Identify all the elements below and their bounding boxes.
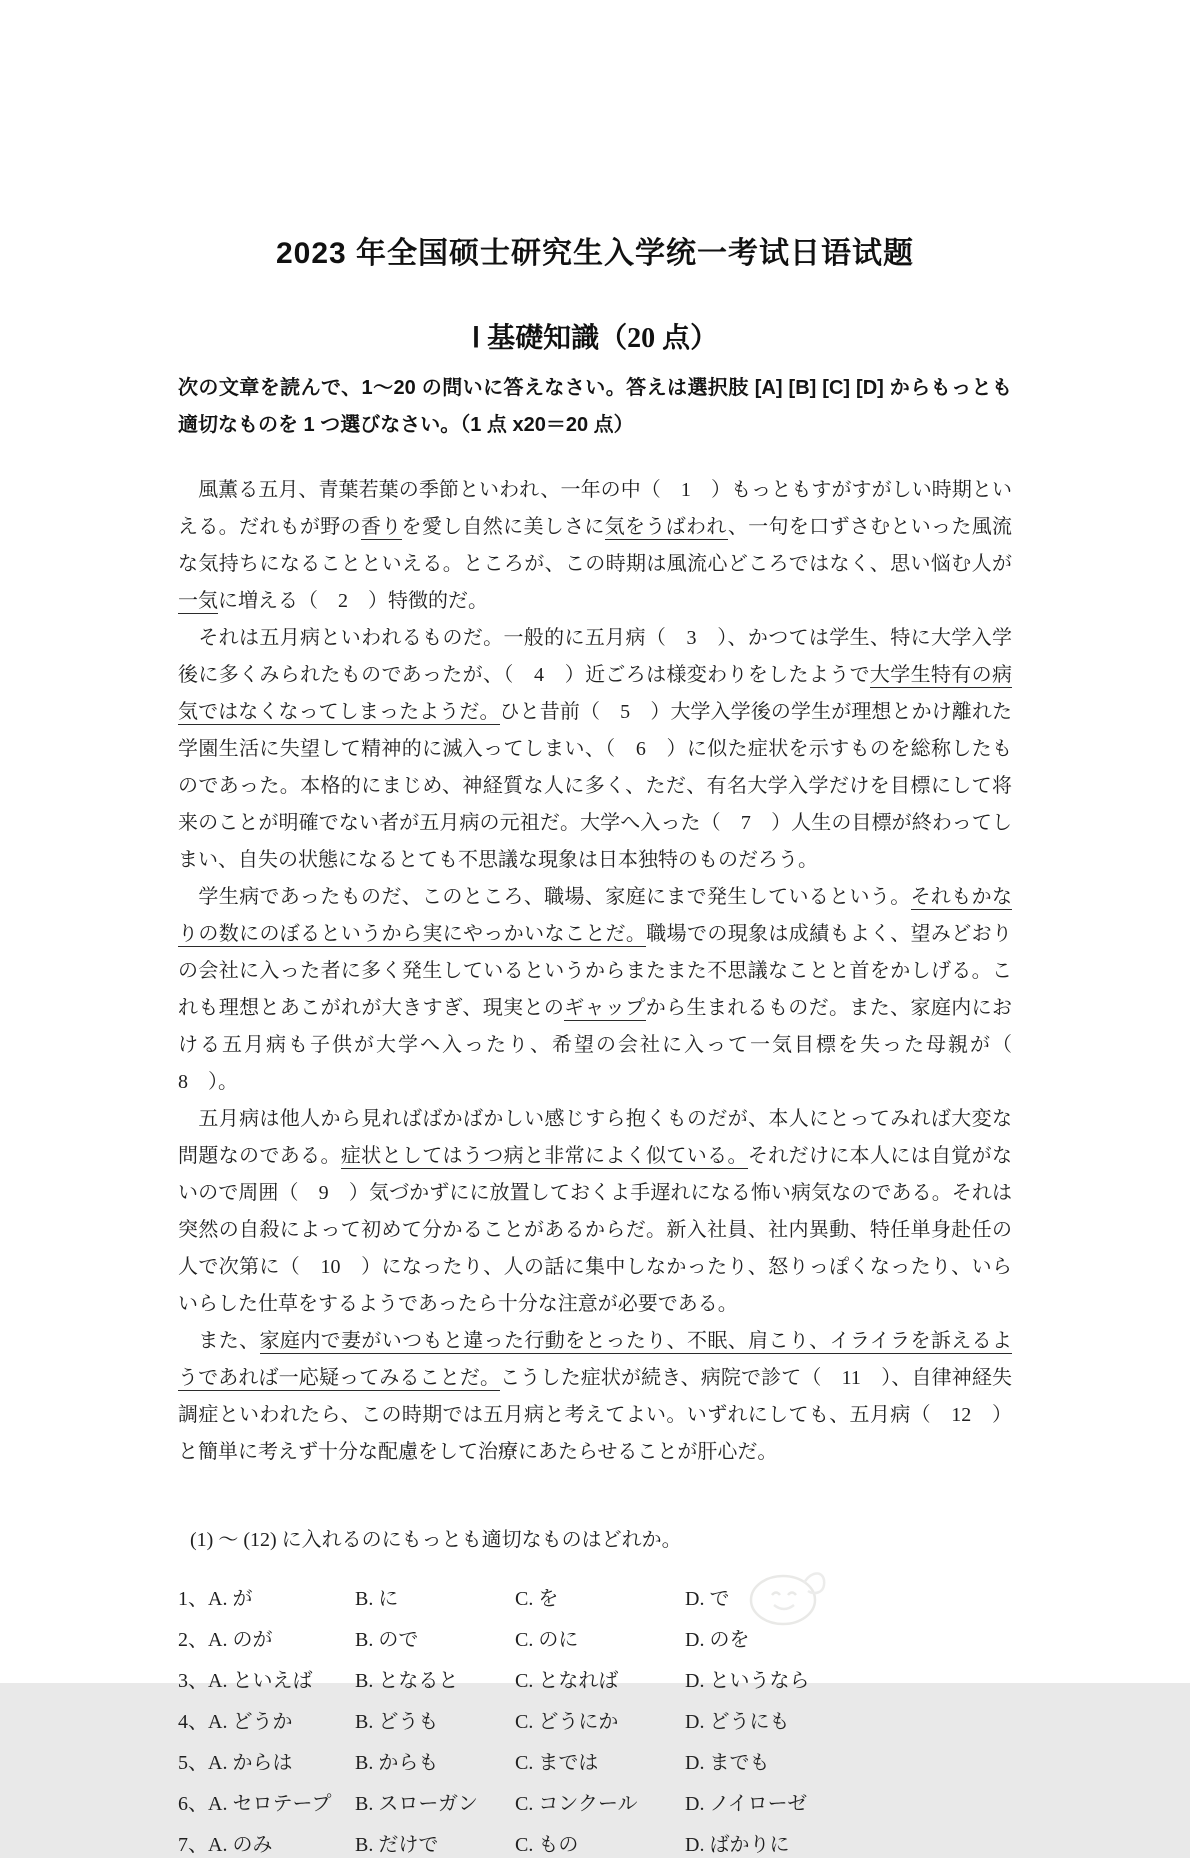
option-cell-a <box>178 1832 355 1858</box>
option-number: 2、 <box>178 1629 208 1651</box>
option-a: A. どうか <box>208 1711 293 1733</box>
option-number: 1、 <box>178 1588 208 1610</box>
option-d: D. ばかりに <box>685 1834 790 1856</box>
option-d: D. のを <box>685 1629 750 1651</box>
option-b: B. どうも <box>355 1711 439 1733</box>
option-d: D. ノイローゼ <box>685 1793 808 1815</box>
option-number: 7、 <box>178 1834 208 1856</box>
option-a: A. のが <box>208 1629 273 1651</box>
passage <box>178 472 1032 1471</box>
passage-paragraph-4: 五月病は他人から見ればばかばかしい感じすら抱くものだが、本人にとってみれば大変な問題なのである。症状としてはうつ病と非常によく似ている。それだけに本人には自覚がないので周囲（ 9 ）気づかずにに放置しておくよ手遅れになる怖い病気なのである。それは突然の自殺によって初めて分かることがあるからだ。新入社員、社内異動、特任単身赴任の人で次第に（ 10 ）になったり、人の話に集中しなかったり、怒りっぽくなったり、いらいらした仕草をするようであったら十分な注意が必要である。 <box>178 1108 1013 1315</box>
option-a: A. からは <box>208 1752 293 1774</box>
option-b: B. ので <box>355 1629 419 1651</box>
exam-title: 2023 年全国硕士研究生入学统一考试日语试题 <box>275 237 915 270</box>
option-row-4 <box>178 1709 1012 1735</box>
option-cell-a <box>178 1750 355 1776</box>
option-c: C. を <box>515 1588 559 1610</box>
option-c: C. もの <box>515 1834 579 1856</box>
option-b: B. からも <box>355 1752 439 1774</box>
option-a: A. が <box>208 1588 253 1610</box>
option-b: B. となると <box>355 1670 459 1692</box>
option-b: B. だけで <box>355 1834 439 1856</box>
option-number: 3、 <box>178 1670 208 1692</box>
option-a: A. といえば <box>208 1670 313 1692</box>
option-number: 6、 <box>178 1793 208 1815</box>
option-d: D. までも <box>685 1752 770 1774</box>
option-c: C. どうにか <box>515 1711 619 1733</box>
option-row-3 <box>178 1668 1012 1694</box>
option-cell-a <box>178 1668 355 1694</box>
option-c: C. のに <box>515 1629 579 1651</box>
option-b: B. スローガン <box>355 1793 478 1815</box>
option-row-6 <box>178 1791 1012 1817</box>
instructions-text: 次の文章を読んで、1～20 の問いに答えなさい。答えは選択肢 [A] [B] [C] [D] からもっとも適切なものを 1 つ選びなさい。（1 点 x20＝20 点） <box>178 377 1012 436</box>
option-cell-a <box>178 1709 355 1735</box>
options-table <box>178 1586 1012 1858</box>
passage-paragraph-5: また、家庭内で妻がいつもと違った行動をとったり、不眠、肩こり、イライラを訴えるようであれば一応疑ってみることだ。こうした症状が続き、病院で診て（ 11 ）、自律神経失調症といわれたら、この時期では五月病と考えてよい。いずれにしても、五月病（ 12 ）と簡単に考えず十分な配慮をして治療にあたらせることが肝心だ。 <box>178 1330 1013 1463</box>
passage-paragraph-2: それは五月病といわれるものだ。一般的に五月病（ 3 ）、かつては学生、特に大学入学後に多くみられたものであったが、（ 4 ）近ごろは様変わりをしたようで大学生特有の病気ではなくなってしまったようだ。ひと昔前（ 5 ）大学入学後の学生が理想とかけ離れた学園生活に失望して精神的に滅入ってしまい、（ 6 ）に似た症状を示すものを総称したものであった。本格的にまじめ、神経質な人に多く、ただ、有名大学入学だけを目標にして将来のことが明確でない者が五月病の元祖だ。大学へ入った（ 7 ）人生の目標が終わってしまい、自失の状態になるとても不思議な現象は日本独特のものだろう。 <box>178 627 1013 871</box>
option-cell-a <box>178 1791 355 1817</box>
option-row-5 <box>178 1750 1012 1776</box>
section-heading: Ⅰ 基礎知識（20 点） <box>471 323 719 354</box>
passage-paragraph-1: 風薫る五月、青葉若葉の季節といわれ、一年の中（ 1 ）もっともすがすがしい時期といえる。だれもが野の香りを愛し自然に美しさに気をうばわれ、一句を口ずさむといった風流な気持ちになることといえる。ところが、この時期は風流心どころではなく、思い悩む人が一気に増える（ 2 ）特徴的だ。 <box>178 479 1013 612</box>
option-a: A. セロテープ <box>208 1793 332 1815</box>
option-b: B. に <box>355 1588 399 1610</box>
option-d: D. で <box>685 1588 730 1610</box>
option-d: D. というなら <box>685 1670 810 1692</box>
option-row-2 <box>178 1627 1012 1653</box>
option-cell-a <box>178 1586 355 1612</box>
passage-paragraph-3: 学生病であったものだ、このところ、職場、家庭にまで発生しているという。それもかなりの数にのぼるというから実にやっかいなことだ。職場での現象は成績もよく、望みどおりの会社に入った者に多く発生しているというからまたまた不思議なことと首をかしげる。これも理想とあこがれが大きすぎ、現実とのギャップから生まれるものだ。また、家庭内における五月病も子供が大学へ入ったり、希望の会社に入って一気目標を失った母親が（ 8 ）。 <box>178 886 1032 1093</box>
option-c: C. コンクール <box>515 1793 638 1815</box>
option-c: C. となれば <box>515 1670 619 1692</box>
option-number: 4、 <box>178 1711 208 1733</box>
option-row-1 <box>178 1586 1012 1612</box>
option-row-7 <box>178 1832 1012 1858</box>
option-d: D. どうにも <box>685 1711 790 1733</box>
option-cell-a <box>178 1627 355 1653</box>
option-number: 5、 <box>178 1752 208 1774</box>
question-prompt: (1) ～ (12) に入れるのにもっとも適切なものはどれか。 <box>190 1529 682 1551</box>
option-c: C. までは <box>515 1752 599 1774</box>
option-a: A. のみ <box>208 1834 273 1856</box>
smiley-doodle-icon <box>738 1555 838 1650</box>
